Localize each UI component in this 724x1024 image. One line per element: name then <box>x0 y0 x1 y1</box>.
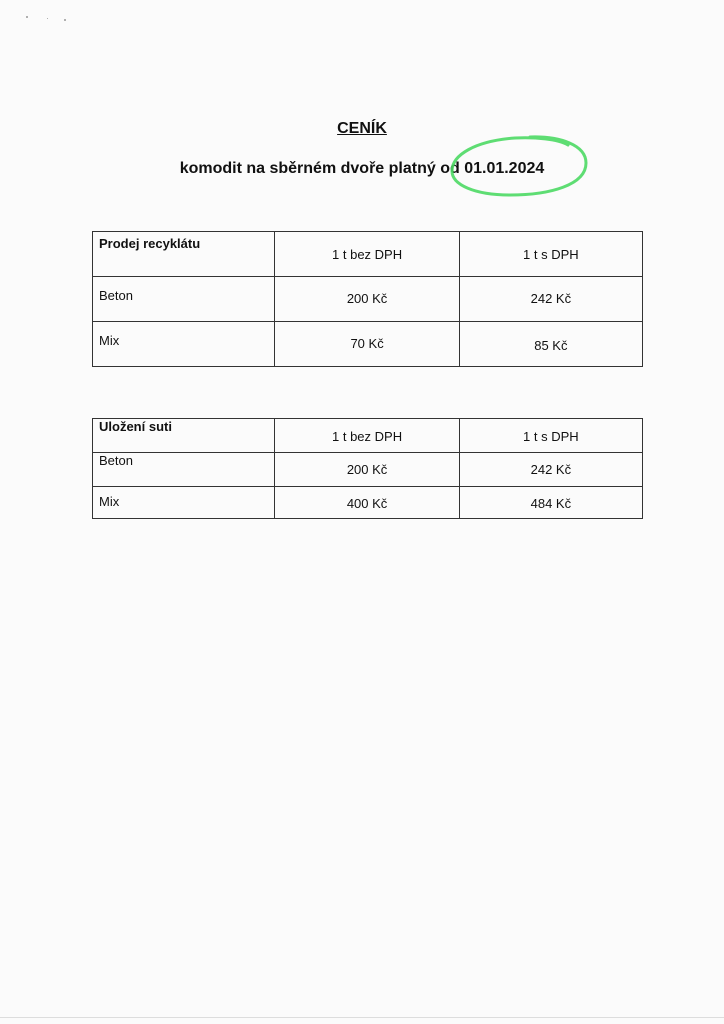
column-header-with-vat: 1 t s DPH <box>523 247 579 262</box>
column-header-without-vat: 1 t bez DPH <box>332 247 403 262</box>
scan-edge-line <box>0 1017 724 1018</box>
scan-speck <box>47 18 48 19</box>
price-with-vat: 484 Kč <box>530 496 572 511</box>
price-with-vat: 85 Kč <box>534 338 568 353</box>
table-row <box>93 453 643 487</box>
table-header-label: Prodej recyklátu <box>99 236 201 251</box>
page-subtitle: komodit na sběrném dvoře platný od 01.01.2024 <box>179 160 545 177</box>
price-without-vat: 400 Kč <box>346 496 388 511</box>
price-without-vat: 200 Kč <box>346 291 388 306</box>
price-without-vat: 200 Kč <box>346 462 388 477</box>
price-with-vat: 242 Kč <box>530 291 572 306</box>
column-header-without-vat: 1 t bez DPH <box>332 429 403 444</box>
scan-speck <box>64 19 66 21</box>
row-label: Beton <box>99 288 133 303</box>
column-header-with-vat: 1 t s DPH <box>523 429 579 444</box>
table-header-row <box>93 232 643 277</box>
scan-speck <box>26 16 28 18</box>
price-with-vat: 242 Kč <box>530 462 572 477</box>
price-table-rubble-disposal <box>92 418 643 519</box>
table-header-label: Uložení suti <box>99 419 172 434</box>
page-title: CENÍK <box>337 120 387 137</box>
table-row <box>93 277 643 322</box>
row-label: Beton <box>99 453 133 468</box>
row-label: Mix <box>99 333 120 348</box>
table-row <box>93 487 643 519</box>
price-without-vat: 70 Kč <box>350 336 384 351</box>
table-row <box>93 322 643 367</box>
table-header-row <box>93 419 643 453</box>
price-table-recyclate <box>92 231 643 367</box>
row-label: Mix <box>99 494 120 509</box>
